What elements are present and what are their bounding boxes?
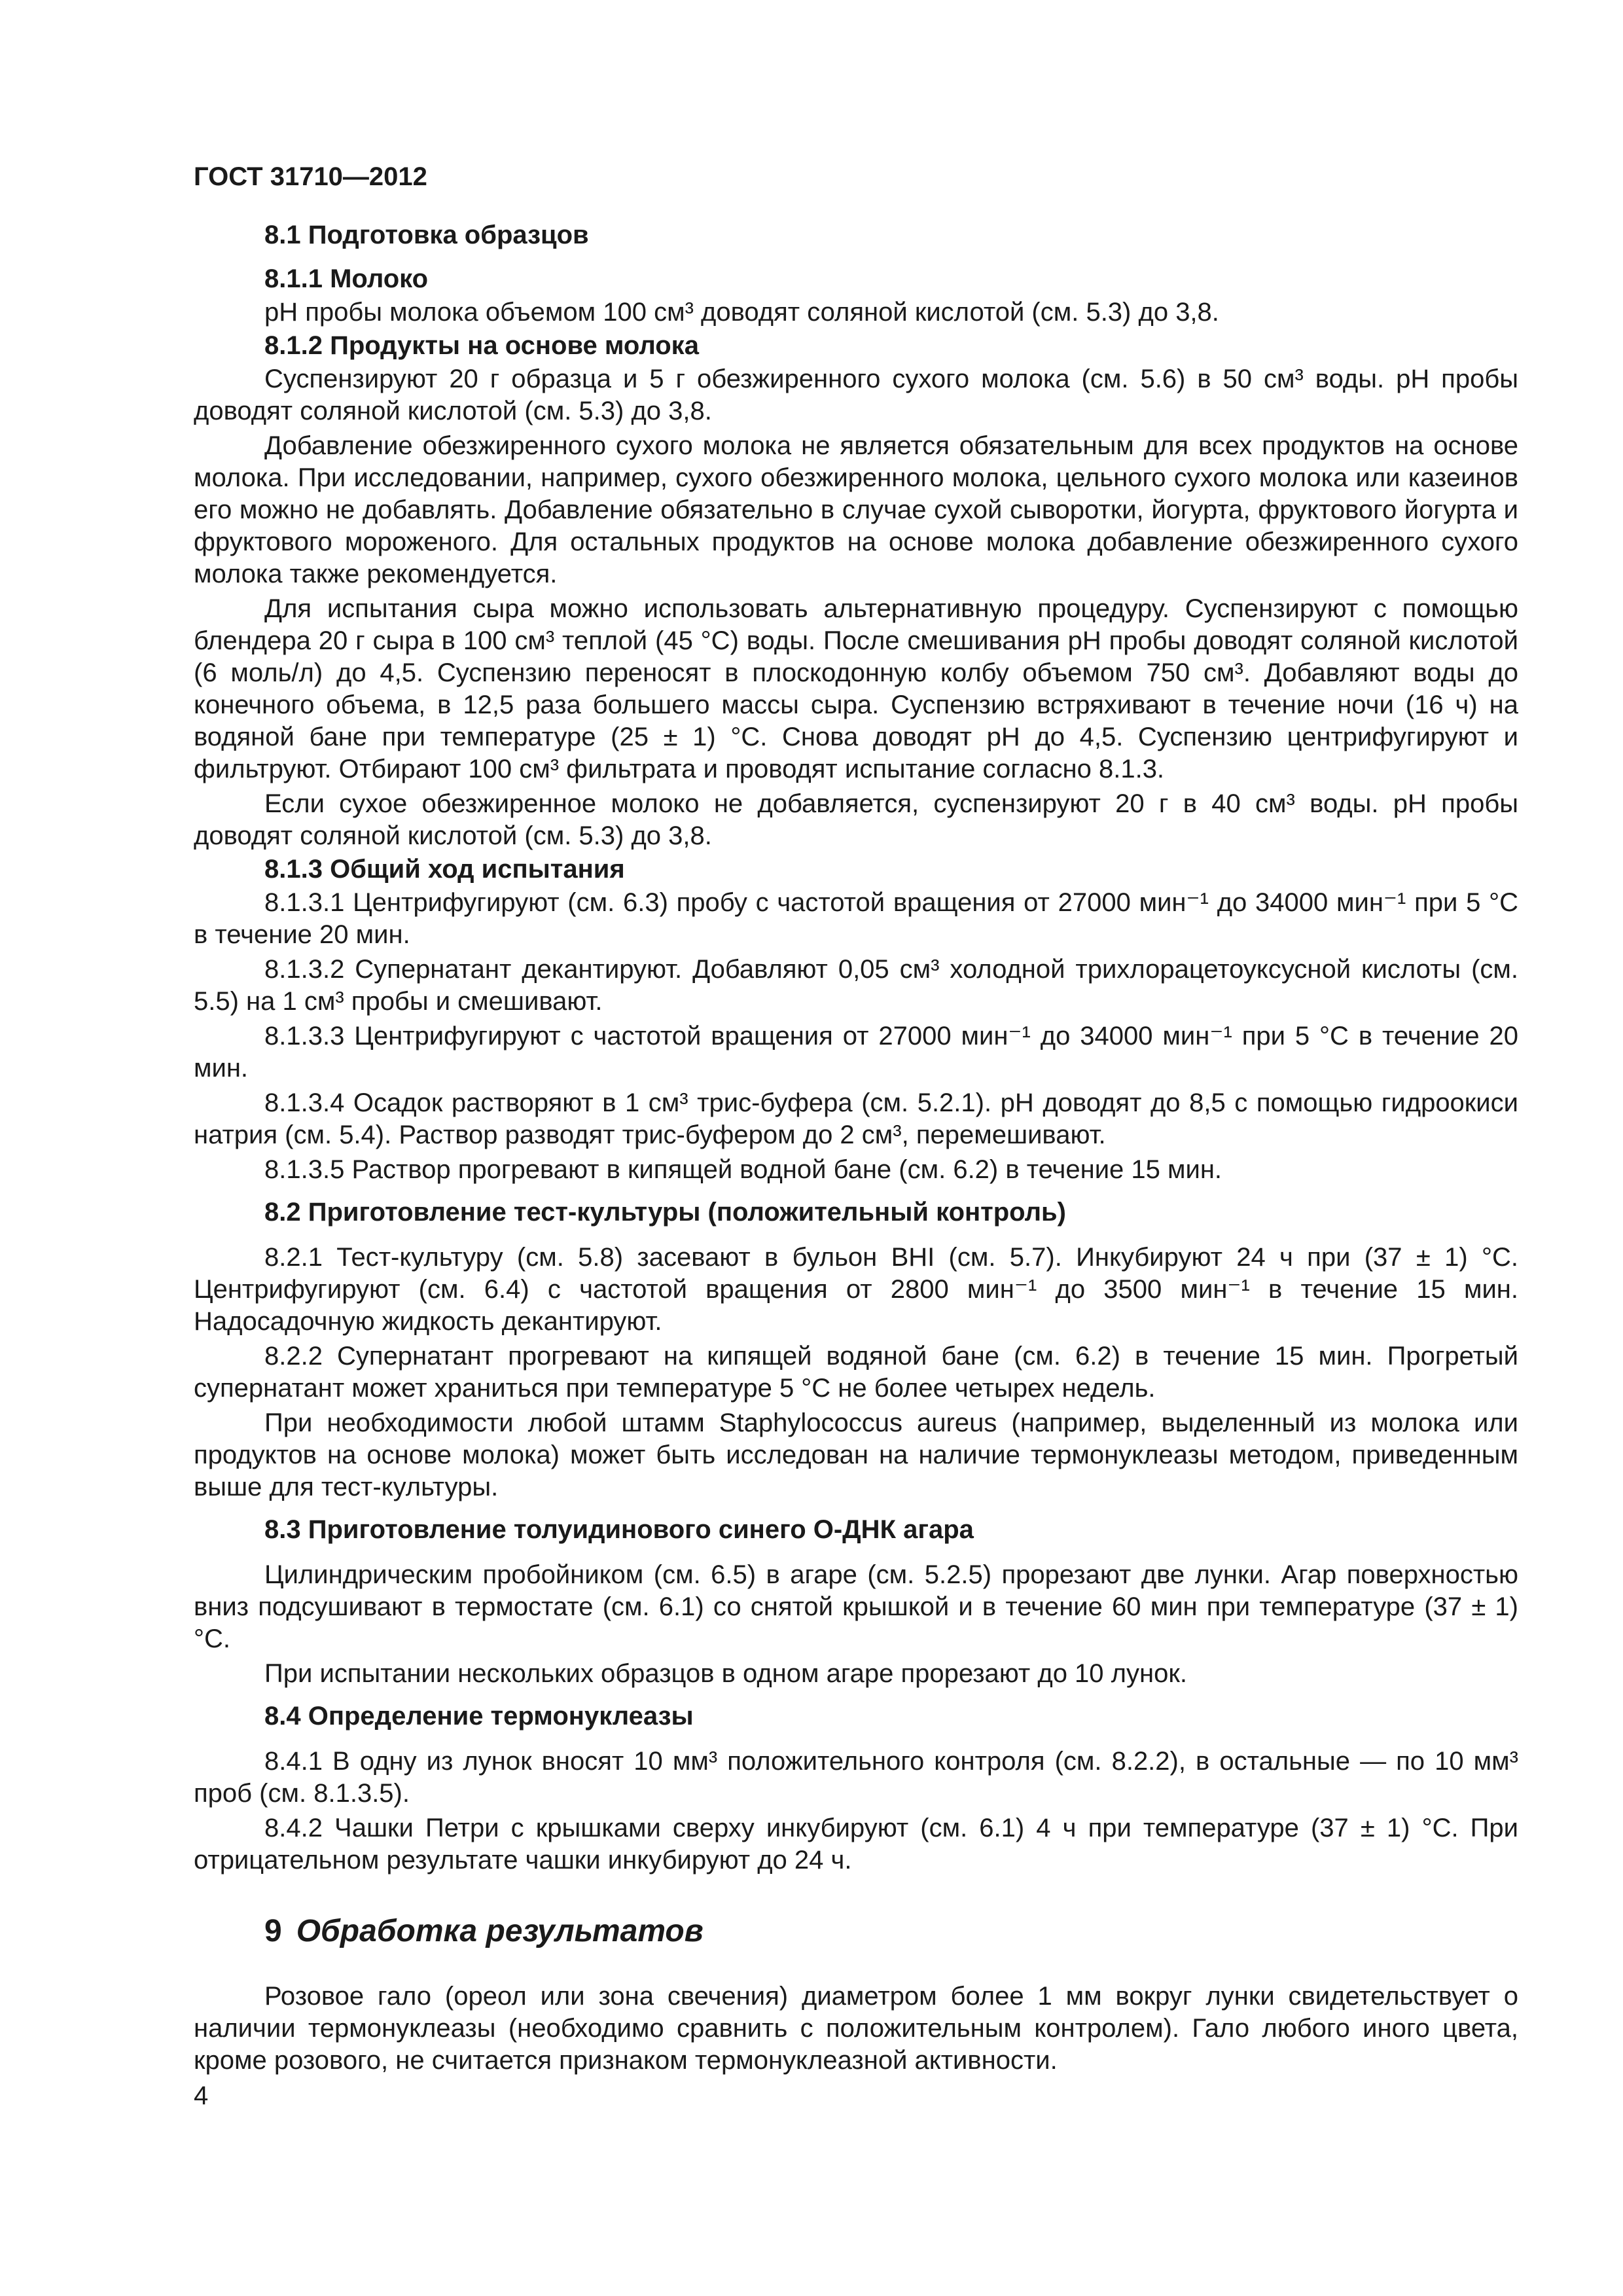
section-8-1-heading: 8.1 Подготовка образцов [264, 221, 589, 249]
section-9-title: Обработка результатов [296, 1914, 704, 1948]
paragraph-8-3-b: При испытании нескольких образцов в одном агаре прорезают до 10 лунок. [264, 1659, 1187, 1688]
paragraph-8-4-1: 8.4.1 В одну из лунок вносят 10 мм³ положительного контроля (см. 8.2.2), в остальные — по 10 мм³ проб (см. 8.1.3.5). [194, 1747, 1518, 1808]
section-8-4-heading: 8.4 Определение термонуклеазы [264, 1702, 694, 1731]
paragraph-8-1-2-b: Добавление обезжиренного сухого молока не является обязательным для всех продуктов на основе молока. При исследовании, например, сухого обезжиренного молока, цельного сухого молока или казеинов его можно не добавлять. Добавление обязательно в случае сухой сыворотки, йогурта, фруктового йогурта и фруктового мороженого. Для остальных продуктов на основе молока добавление обезжиренного сухого молока также рекомендуется. [194, 431, 1518, 588]
section-9-number: 9 [264, 1914, 282, 1948]
paragraph-8-1-2-d: Если сухое обезжиренное молоко не добавляется, суспензируют 20 г в 40 см³ воды. pH пробы доводят соляной кислотой (см. 5.3) до 3,8. [194, 789, 1518, 850]
paragraph-8-1-2-a: Суспензируют 20 г образца и 5 г обезжиренного сухого молока (см. 5.6) в 50 см³ воды. pH пробы доводят соляной кислотой (см. 5.3) до 3,8. [194, 365, 1518, 425]
paragraph-8-2-2: 8.2.2 Супернатант прогревают на кипящей водяной бане (см. 6.2) в течение 15 мин. Прогретый супернатант может храниться при температуре 5 °С не более четырех недель. [194, 1342, 1518, 1403]
paragraph-8-3-a: Цилиндрическим пробойником (см. 6.5) в агаре (см. 5.2.5) прорезают две лунки. Агар поверхностью вниз подсушивают в термостате (см. 6.1) со снятой крышкой и в течение 60 мин при температуре (37 ± 1) °С. [194, 1560, 1518, 1653]
document-page [194, 162, 1518, 2079]
section-8-3-heading: 8.3 Приготовление толуидинового синего О-ДНК агара [264, 1515, 974, 1544]
paragraph-8-1-3-1: 8.1.3.1 Центрифугируют (см. 6.3) пробу с частотой вращения от 27000 мин⁻¹ до 34000 мин⁻¹ при 5 °С в течение 20 мин. [194, 888, 1518, 949]
section-8-1-3-heading: 8.1.3 Общий ход испытания [264, 855, 625, 884]
paragraph-8-1-3-5: 8.1.3.5 Раствор прогревают в кипящей водной бане (см. 6.2) в течение 15 мин. [264, 1155, 1222, 1184]
section-8-2-heading: 8.2 Приготовление тест-культуры (положительный контроль) [264, 1198, 1066, 1227]
paragraph-8-1-3-2: 8.1.3.2 Супернатант декантируют. Добавляют 0,05 см³ холодной трихлорацетоуксусной кислоты (см. 5.5) на 1 см³ пробы и смешивают. [194, 955, 1518, 1016]
paragraph-8-1-3-3: 8.1.3.3 Центрифугируют с частотой вращения от 27000 мин⁻¹ до 34000 мин⁻¹ при 5 °С в течение 20 мин. [194, 1022, 1518, 1083]
section-9-heading [264, 1913, 1518, 1949]
paragraph-8-2-note: При необходимости любой штамм Staphylococcus aureus (например, выделенный из молока или продуктов на основе молока) может быть исследован на наличие термонуклеазы методом, приведенным выше для тест-культуры. [194, 1408, 1518, 1501]
paragraph-8-4-2: 8.4.2 Чашки Петри с крышками сверху инкубируют (см. 6.1) 4 ч при температуре (37 ± 1) °С. При отрицательном результате чашки инкубируют до 24 ч. [194, 1814, 1518, 1874]
paragraph-8-2-1: 8.2.1 Тест-культуру (см. 5.8) засевают в бульон BHI (см. 5.7). Инкубируют 24 ч при (37 ± 1) °С. Центрифугируют (см. 6.4) с частотой вращения от 2800 мин⁻¹ до 3500 мин⁻¹ в течение 15 мин. Надосадочную жидкость декантируют. [194, 1243, 1518, 1336]
paragraph-9: Розовое гало (ореол или зона свечения) диаметром более 1 мм вокруг лунки свидетельствует о наличии термонуклеазы (необходимо сравнить с положительным контролем). Гало любого иного цвета, кроме розового, не считается признаком термонуклеазной активности. [194, 1982, 1518, 2075]
paragraph-8-1-3-4: 8.1.3.4 Осадок растворяют в 1 см³ трис-буфера (см. 5.2.1). pH доводят до 8,5 с помощью гидроокиси натрия (см. 5.4). Раствор разводят трис-буфером до 2 см³, перемешивают. [194, 1088, 1518, 1149]
paragraph-8-1-1: pH пробы молока объемом 100 см³ доводят соляной кислотой (см. 5.3) до 3,8. [264, 298, 1219, 327]
page-number: 4 [194, 2081, 209, 2110]
section-8-1-2-heading: 8.1.2 Продукты на основе молока [264, 331, 699, 360]
paragraph-8-1-2-c: Для испытания сыра можно использовать альтернативную процедуру. Суспензируют с помощью блендера 20 г сыра в 100 см³ теплой (45 °С) воды. После смешивания pH пробы доводят соляной кислотой (6 моль/л) до 4,5. Суспензию переносят в плоскодонную колбу объемом 750 см³. Добавляют воды до конечного объема, в 12,5 раза большего массы сыра. Суспензию встряхивают в течение ночи (16 ч) на водяной бане при температуре (25 ± 1) °С. Снова доводят pH до 4,5. Суспензию центрифугируют и фильтруют. Отбирают 100 см³ фильтрата и проводят испытание согласно 8.1.3. [194, 594, 1518, 783]
standard-header: ГОСТ 31710—2012 [194, 162, 427, 191]
section-8-1-1-heading: 8.1.1 Молоко [264, 264, 429, 293]
